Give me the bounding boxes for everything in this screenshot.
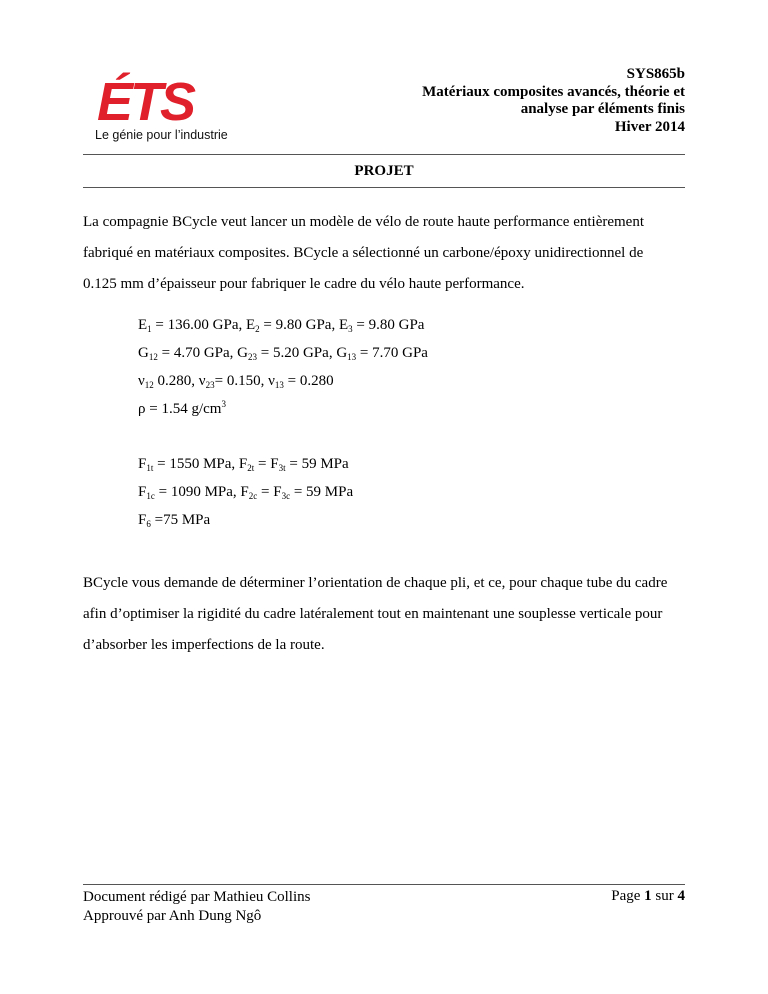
poisson-ratios: $\nu_{12}$ 0.280, $\nu_{23}= 0.150$, $\nu_{13} = 0.280$ <box>138 373 334 390</box>
compressive-strengths: $F_{1c} = 1090$ MPa, $F_{2c} = F_{3c} = 59$ MPa <box>138 484 354 501</box>
request-line: afin d’optimiser la rigidité du cadre latéralement tout en maintenant une souplesse verticale pour <box>83 606 663 622</box>
course-header <box>325 66 685 136</box>
total-pages: 4 <box>677 888 685 904</box>
density: ρ = 1.54 $g/cm^3$ <box>138 399 226 417</box>
svg-text:ÉTS: ÉTS <box>97 72 194 128</box>
page-number: Page 1 sur 4 <box>611 888 685 904</box>
intro-line: fabriqué en matériaux composites. BCycle a sélectionné un carbone/époxy unidirectionnel de <box>83 245 644 261</box>
footer-author: Document rédigé par Mathieu Collins <box>83 889 311 905</box>
logo-tagline: Le génie pour l’industrie <box>95 128 228 142</box>
footer-credits <box>83 888 310 926</box>
course-term: Hiver 2014 <box>614 118 685 135</box>
header-divider-bottom <box>83 187 685 188</box>
page-title: PROJET <box>354 163 414 179</box>
intro-line: 0.125 mm d’épaisseur pour fabriquer le cadre du vélo haute performance. <box>83 276 525 292</box>
ets-logo <box>95 70 235 148</box>
request-paragraph <box>83 568 687 661</box>
intro-paragraph <box>83 207 687 300</box>
tensile-strengths: $F_{1t} = 1550$ MPa, $F_{2t} = F_{3t} = 59$ MPa <box>138 456 349 473</box>
footer-divider <box>83 884 685 885</box>
course-code: SYS865b <box>626 66 685 82</box>
ets-logo-mark <box>95 70 210 128</box>
shear-strength: $F_6 =75$ MPa <box>138 512 211 529</box>
elastic-moduli: $E_1 = 136.00$ GPa, $E_2 = 9.80$ GPa, $E_3 = 9.80$ GPa <box>138 317 425 334</box>
course-title-line-2: analyse par éléments finis <box>520 101 685 117</box>
footer-approver: Approuvé par Anh Dung Ngô <box>83 908 262 924</box>
shear-moduli: $G_{12} = 4.70$ GPa, $G_{23} = 5.20$ GPa, $G_{13} = 7.70$ GPa <box>138 345 428 362</box>
course-title-line-1: Matériaux composites avancés, théorie et <box>422 83 685 100</box>
header-divider-top <box>83 154 685 155</box>
request-line: d’absorber les imperfections de la route. <box>83 637 325 653</box>
current-page: 1 <box>644 888 652 904</box>
request-line: BCycle vous demande de déterminer l’orientation de chaque pli, et ce, pour chaque tube du cadre <box>83 575 668 591</box>
intro-line: La compagnie BCycle veut lancer un modèle de vélo de route haute performance entièrement <box>83 214 645 230</box>
